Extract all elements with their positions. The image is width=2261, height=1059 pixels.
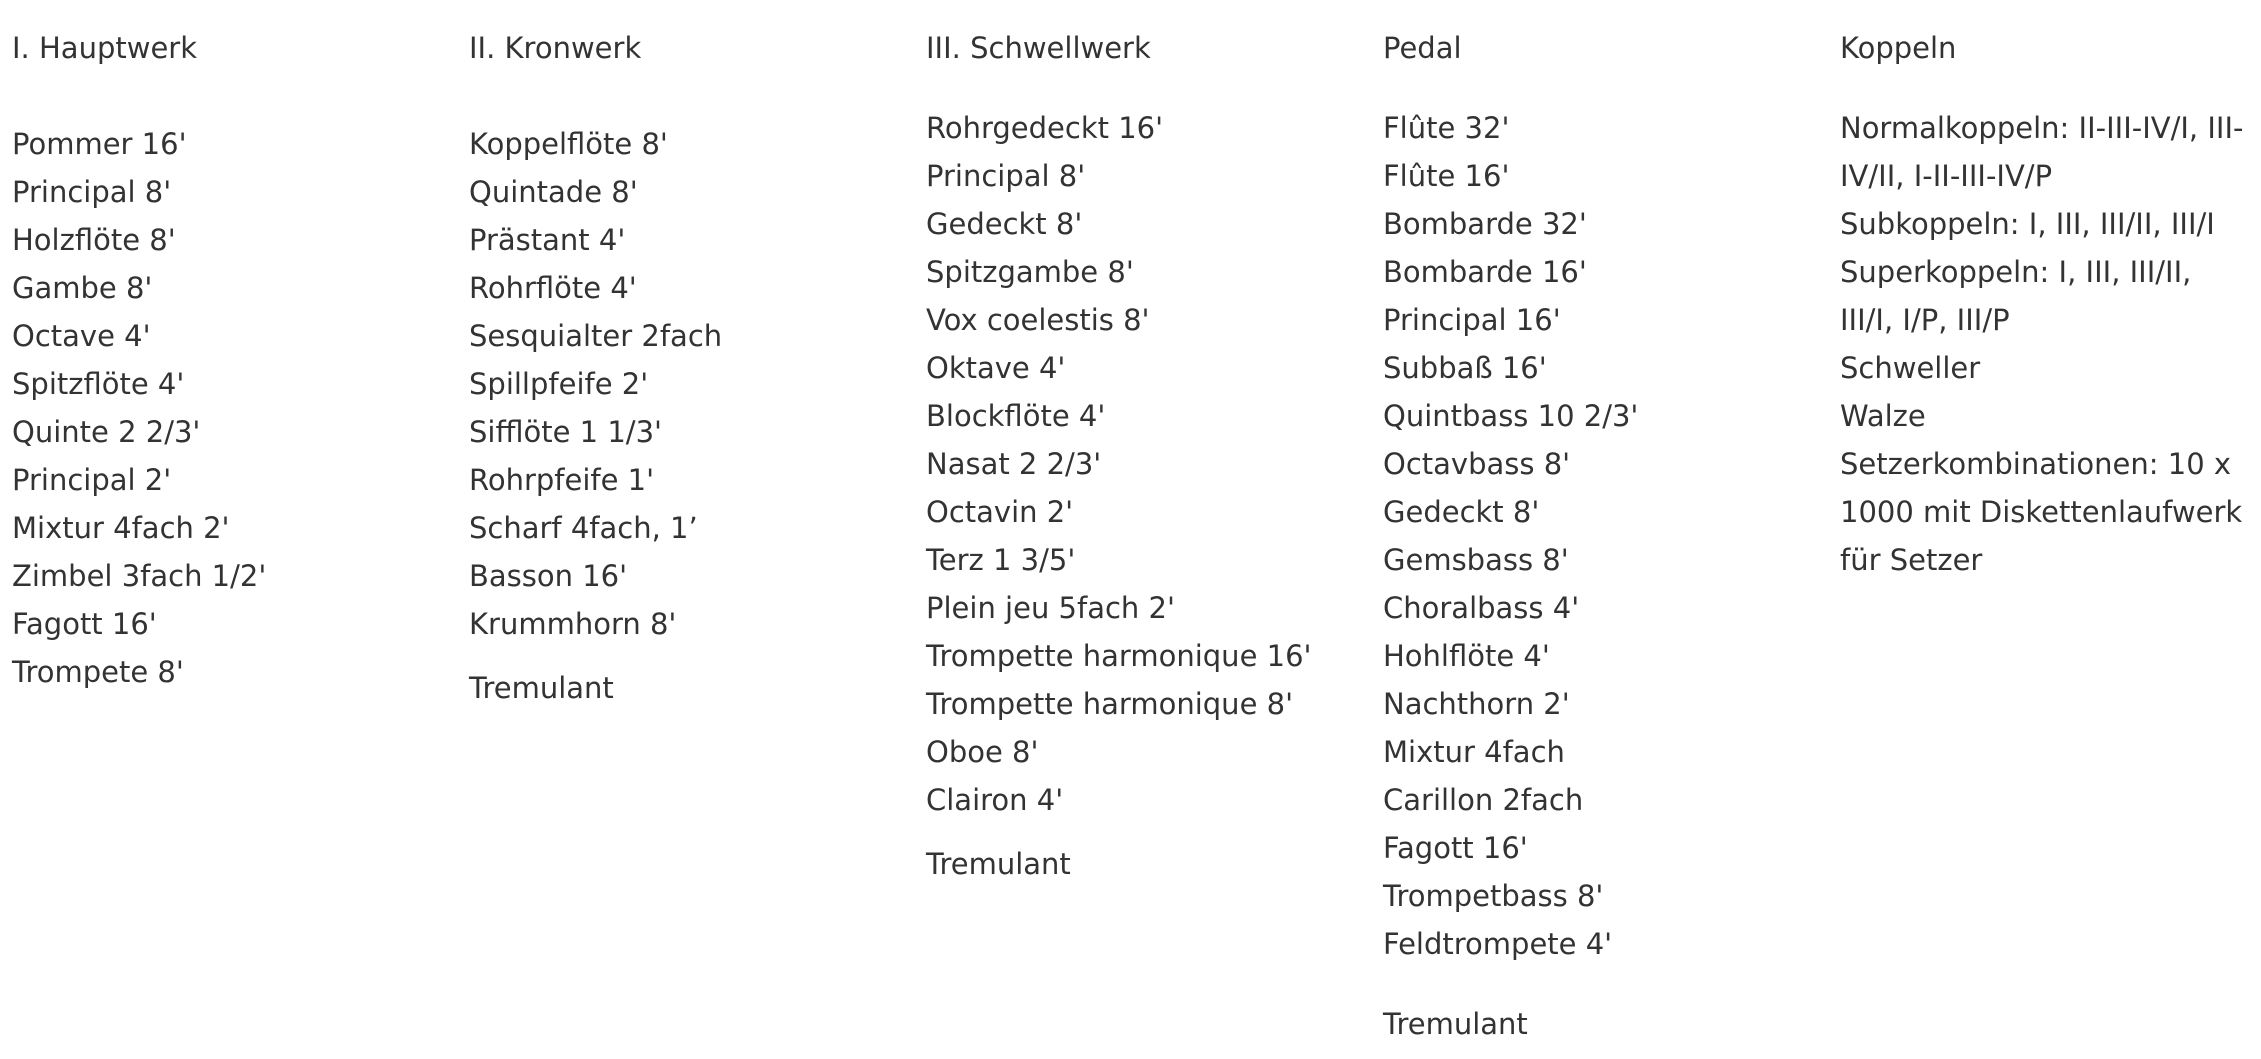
stop-item: Trompette harmonique 16' bbox=[926, 639, 1312, 673]
stop-item: Terz 1 3/5' bbox=[926, 543, 1076, 577]
stop-item: Plein jeu 5fach 2' bbox=[926, 591, 1175, 625]
stop-item: Sesquialter 2fach bbox=[469, 319, 723, 353]
division-heading: Pedal bbox=[1383, 31, 1462, 65]
tremulant-label: Tremulant bbox=[926, 847, 1071, 881]
stop-item: Octave 4' bbox=[12, 319, 151, 353]
stop-item: Bombarde 16' bbox=[1383, 255, 1587, 289]
stop-item: Mixtur 4fach 2' bbox=[12, 511, 230, 545]
division-kronwerk bbox=[469, 24, 889, 712]
stop-list bbox=[469, 120, 889, 648]
stop-item: Trompette harmonique 8' bbox=[926, 687, 1294, 721]
stop-item: Prästant 4' bbox=[469, 223, 626, 257]
stop-item: Koppelflöte 8' bbox=[469, 127, 668, 161]
stop-item: Gemsbass 8' bbox=[1383, 543, 1569, 577]
stop-item: Vox coelestis 8' bbox=[926, 303, 1150, 337]
stop-item: Rohrflöte 4' bbox=[469, 271, 637, 305]
stop-item: Bombarde 32' bbox=[1383, 207, 1587, 241]
stop-item: Gambe 8' bbox=[12, 271, 153, 305]
coupler-item: Normalkoppeln: II-III-IV/I, III-IV/II, I-II-III-IV/P bbox=[1840, 111, 2244, 193]
stop-item: Hohlflöte 4' bbox=[1383, 639, 1550, 673]
stop-item: Pommer 16' bbox=[12, 127, 187, 161]
stop-item: Mixtur 4fach bbox=[1383, 735, 1565, 769]
stop-item: Krummhorn 8' bbox=[469, 607, 677, 641]
stop-item: Rohrgedeckt 16' bbox=[926, 111, 1164, 145]
division-hauptwerk bbox=[12, 24, 432, 696]
stop-item: Oboe 8' bbox=[926, 735, 1039, 769]
division-heading: Koppeln bbox=[1840, 31, 1957, 65]
stop-item: Principal 8' bbox=[12, 175, 172, 209]
stop-item: Scharf 4fach, 1’ bbox=[469, 511, 698, 545]
stop-item: Nasat 2 2/3' bbox=[926, 447, 1102, 481]
stop-item: Quintbass 10 2/3' bbox=[1383, 399, 1639, 433]
division-heading: II. Kronwerk bbox=[469, 31, 642, 65]
division-pedal bbox=[1383, 24, 1803, 1048]
stop-list bbox=[926, 104, 1346, 824]
stop-item: Fagott 16' bbox=[12, 607, 157, 641]
stop-list bbox=[1383, 104, 1803, 968]
stop-item: Clairon 4' bbox=[926, 783, 1064, 817]
division-koppeln bbox=[1840, 24, 2250, 584]
stop-item: Holzflöte 8' bbox=[12, 223, 176, 257]
stop-item: Principal 16' bbox=[1383, 303, 1561, 337]
tremulant-label: Tremulant bbox=[469, 671, 614, 705]
stop-item: Feldtrompete 4' bbox=[1383, 927, 1613, 961]
stop-item: Gedeckt 8' bbox=[926, 207, 1083, 241]
division-heading: I. Hauptwerk bbox=[12, 31, 198, 65]
stop-item: Gedeckt 8' bbox=[1383, 495, 1540, 529]
stop-item: Rohrpfeife 1' bbox=[469, 463, 655, 497]
coupler-item: Superkoppeln: I, III, III/II, III/I, I/P, III/P bbox=[1840, 255, 2192, 337]
stop-item: Quintade 8' bbox=[469, 175, 638, 209]
division-schwellwerk bbox=[926, 24, 1346, 888]
stop-item: Trompetbass 8' bbox=[1383, 879, 1604, 913]
stop-item: Principal 8' bbox=[926, 159, 1086, 193]
stop-item: Zimbel 3fach 1/2' bbox=[12, 559, 267, 593]
stop-list bbox=[12, 120, 432, 696]
stop-item: Spitzflöte 4' bbox=[12, 367, 185, 401]
stop-item: Fagott 16' bbox=[1383, 831, 1528, 865]
stop-item: Subbaß 16' bbox=[1383, 351, 1547, 385]
stop-item: Flûte 16' bbox=[1383, 159, 1510, 193]
stop-item: Octavbass 8' bbox=[1383, 447, 1571, 481]
stop-item: Principal 2' bbox=[12, 463, 172, 497]
division-heading: III. Schwellwerk bbox=[926, 31, 1151, 65]
stop-item: Trompete 8' bbox=[12, 655, 184, 689]
coupler-item: Setzerkombinationen: 10 x 1000 mit Diskettenlaufwerk für Setzer bbox=[1840, 447, 2243, 577]
stop-item: Nachthorn 2' bbox=[1383, 687, 1570, 721]
stop-item: Blockflöte 4' bbox=[926, 399, 1106, 433]
coupler-item: Walze bbox=[1840, 399, 1926, 433]
stop-item: Choralbass 4' bbox=[1383, 591, 1580, 625]
stop-item: Octavin 2' bbox=[926, 495, 1074, 529]
stop-item: Carillon 2fach bbox=[1383, 783, 1584, 817]
stop-item: Flûte 32' bbox=[1383, 111, 1510, 145]
tremulant-label: Tremulant bbox=[1383, 1007, 1528, 1041]
stop-item: Basson 16' bbox=[469, 559, 628, 593]
stop-item: Spillpfeife 2' bbox=[469, 367, 649, 401]
stop-item: Oktave 4' bbox=[926, 351, 1066, 385]
stop-item: Spitzgambe 8' bbox=[926, 255, 1134, 289]
stop-item: Sifflöte 1 1/3' bbox=[469, 415, 662, 449]
coupler-item: Subkoppeln: I, III, III/II, III/I bbox=[1840, 207, 2215, 241]
coupler-list bbox=[1840, 104, 2250, 584]
coupler-item: Schweller bbox=[1840, 351, 1981, 385]
stop-item: Quinte 2 2/3' bbox=[12, 415, 201, 449]
